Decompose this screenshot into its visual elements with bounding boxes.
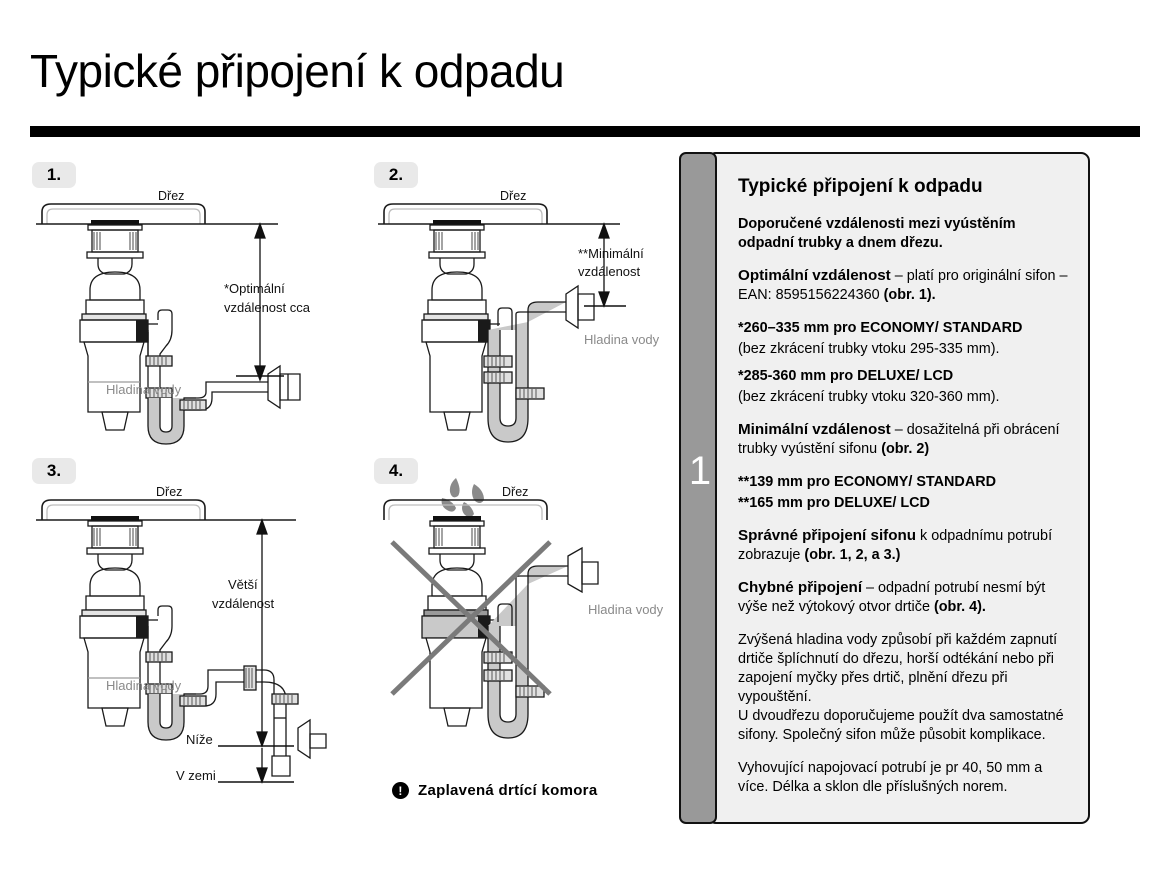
info-para-wrong-text: – odpadní potrubí nesmí být výše než výtokový otvor drtiče bbox=[738, 580, 1046, 616]
info-para-intro bbox=[738, 215, 1071, 253]
figure-grid bbox=[22, 160, 672, 800]
info-para-eco-std-opt-text: (bez zkrácení trubky vtoku 295-335 mm). bbox=[738, 340, 1000, 357]
info-para-pipe-spec: Vyhovující napojovací potrubí je pr 40, 50 mm a více. Délka a sklon dle příslušných norem. bbox=[738, 759, 1043, 795]
info-panel-tab-number: 1 bbox=[688, 449, 712, 493]
info-para-wrong-tail: (obr. 4). bbox=[933, 599, 986, 616]
info-para-eco-std-opt-lead: *260–335 mm pro ECONOMY/ STANDARD bbox=[738, 319, 1023, 336]
figure-3-distance-label-line1: Větší bbox=[228, 577, 258, 592]
info-para-deluxe-lcd-min bbox=[738, 494, 1071, 513]
figure-2-diagram bbox=[370, 160, 700, 450]
info-para-correct-text: k odpadnímu potrubí zobrazuje bbox=[738, 527, 1053, 564]
figure-3-water-level-label: Hladina vody bbox=[106, 678, 182, 693]
info-panel-heading: Typické připojení k odpadu bbox=[738, 176, 983, 197]
figure-2-water-level-label: Hladina vody bbox=[584, 332, 660, 347]
page-title: Typické připojení k odpadu bbox=[30, 45, 565, 97]
figure-2-badge: 2. bbox=[374, 162, 418, 188]
info-para-minimal-tail: (obr. 2) bbox=[881, 441, 930, 458]
info-panel-tab bbox=[679, 152, 717, 824]
figure-2-distance-label-line1: **Minimální bbox=[578, 246, 644, 261]
info-para-eco-std-min-lead: **139 mm pro ECONOMY/ STANDARD bbox=[738, 473, 997, 490]
info-para-economy-standard-optimal-note bbox=[738, 340, 1071, 359]
info-para-warning-body: Zvýšená hladina vody způsobí při každém zapnutí drtiče šplíchnutí do dřezu, horší odtékání nebo při zapojení myčky přes drtič, plnění dřezu při vypouštění. bbox=[738, 631, 1058, 706]
info-para-economy-standard-min bbox=[738, 473, 1071, 492]
info-para-deluxe-lcd-optimal bbox=[738, 367, 1071, 386]
figure-1-badge: 1. bbox=[32, 162, 76, 188]
info-para-correct-tail: (obr. 1, 2, a 3.) bbox=[804, 547, 901, 564]
figure-1-water-level-label: Hladina vody bbox=[106, 382, 182, 397]
info-para-minimal-lead: Minimální vzdálenost bbox=[738, 421, 891, 439]
figure-4-badge: 4. bbox=[374, 458, 418, 484]
info-para-correct bbox=[738, 526, 1071, 565]
figure-3-lower-label: Níže bbox=[186, 732, 213, 747]
info-para-correct-lead: Správné připojení sifonu bbox=[738, 526, 917, 544]
info-para-deluxe-lcd-optimal-note bbox=[738, 388, 1071, 407]
figure-3-diagram bbox=[28, 456, 358, 801]
info-para-economy-standard-optimal bbox=[738, 319, 1071, 338]
figure-4-water-level-label: Hladina vody bbox=[588, 602, 664, 617]
figure-3-badge: 3. bbox=[32, 458, 76, 484]
figure-2-sink-label: Dřez bbox=[500, 189, 527, 203]
info-para-double-sink: U dvoudřezu doporučujeme použít dva samostatné sifony. Společný sifon může působit komplikace. bbox=[738, 708, 1064, 744]
figure-1-sink-label: Dřez bbox=[158, 189, 185, 203]
figure-3-sink-label: Dřez bbox=[156, 485, 183, 499]
info-para-optimal-text: – platí pro originální sifon – EAN: 8595156224360 bbox=[738, 268, 1068, 304]
title-divider-rule bbox=[30, 126, 1140, 137]
figure-3-in-ground-label: V zemi bbox=[176, 768, 216, 783]
figure-1-distance-label-line1: *Optimální bbox=[224, 281, 285, 296]
figure-1-diagram bbox=[28, 160, 358, 450]
info-para-intro-text: Doporučené vzdálenosti mezi vyústěním odpadní trubky a dnem dřezu. bbox=[738, 215, 1016, 251]
figure-1-distance-label-line2: vzdálenost cca bbox=[224, 300, 310, 315]
info-para-optimal-tail: (obr. 1). bbox=[883, 287, 936, 304]
info-para-deluxe-opt-lead: *285-360 mm pro DELUXE/ LCD bbox=[738, 367, 954, 384]
figure-2-distance-label-line2: vzdálenost bbox=[578, 264, 641, 279]
figure-3 bbox=[28, 456, 358, 801]
info-para-optimal bbox=[738, 266, 1071, 305]
warning-exclamation-icon: ! bbox=[392, 782, 409, 799]
info-para-deluxe-min-lead: **165 mm pro DELUXE/ LCD bbox=[738, 494, 930, 511]
info-para-wrong-lead: Chybné připojení bbox=[738, 579, 863, 597]
water-splash-icon bbox=[442, 478, 484, 517]
figure-4-caption bbox=[392, 782, 597, 799]
info-panel bbox=[679, 152, 1090, 824]
figure-4-sink-label: Dřez bbox=[502, 485, 529, 499]
figure-4-diagram bbox=[370, 456, 700, 776]
figure-4-caption-text: Zaplavená drtící komora bbox=[418, 782, 598, 799]
figure-3-distance-label-line2: vzdálenost bbox=[212, 596, 275, 611]
info-para-optimal-lead: Optimální vzdálenost bbox=[738, 267, 891, 285]
info-panel-body bbox=[707, 152, 1090, 824]
figure-2 bbox=[370, 160, 700, 450]
info-para-deluxe-opt-text: (bez zkrácení trubky vtoku 320-360 mm). bbox=[738, 389, 1000, 405]
figure-4 bbox=[370, 456, 700, 801]
info-para-wrong bbox=[738, 578, 1071, 617]
figure-1 bbox=[28, 160, 358, 450]
info-para-minimal-text: – dosažitelná při obrácení trubky vyústění sifonu bbox=[738, 422, 1060, 458]
info-para-minimal bbox=[738, 420, 1071, 459]
